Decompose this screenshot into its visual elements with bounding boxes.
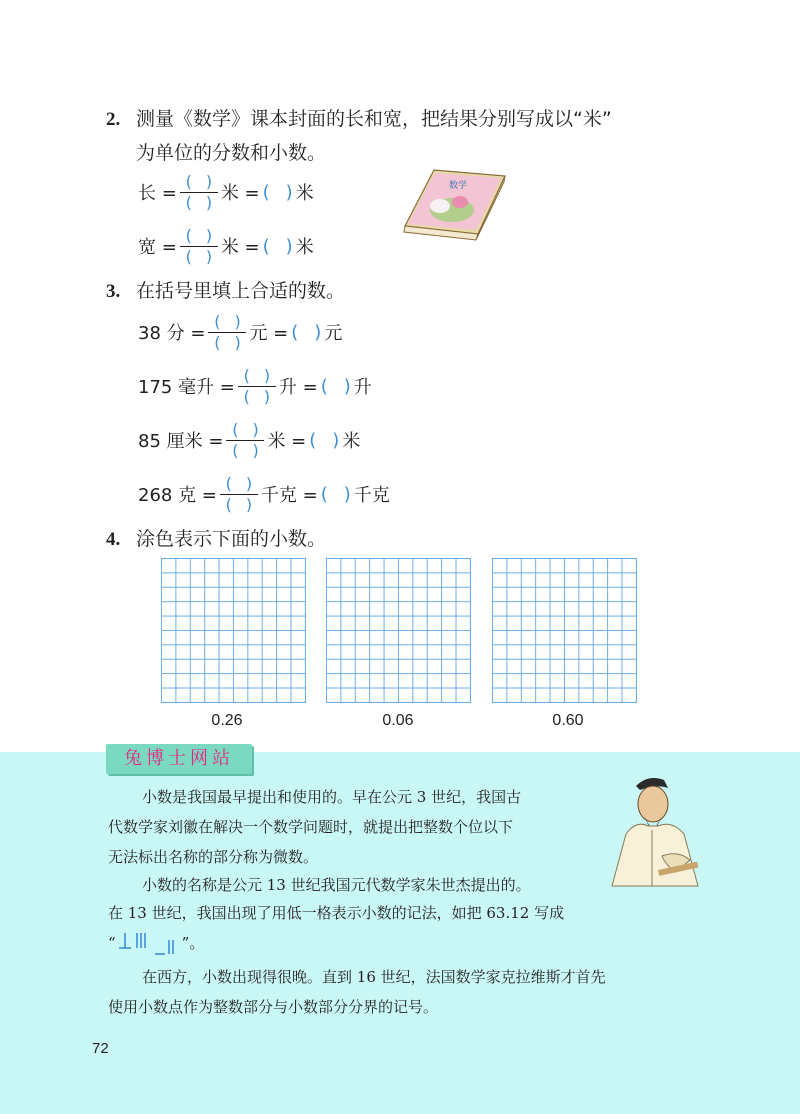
decimal-blank[interactable]: () <box>320 483 351 505</box>
decimal-blank[interactable]: () <box>262 181 293 203</box>
fraction-blank[interactable] <box>179 171 227 212</box>
paragraph-line: 在 13 世纪，我国出现了用低一格表示小数的记法，如把 63.12 写成 <box>108 904 565 922</box>
question-number: 2. <box>106 109 121 130</box>
q2-row-width <box>138 222 314 270</box>
fraction-blank[interactable]: $\frac{()}{()}$ <box>225 421 265 460</box>
hundred-grid[interactable] <box>161 558 306 703</box>
question-text: 涂色表示下面的小数。 <box>136 528 327 550</box>
page-number: 72 <box>92 1040 109 1057</box>
book-title: 数学 <box>448 181 468 191</box>
question-text: 在括号里填上合适的数。 <box>136 280 346 302</box>
unit-label: 米 <box>342 431 361 452</box>
unit-label: 千克 <box>353 485 390 506</box>
fraction-blank[interactable] <box>179 225 227 266</box>
unit-label: 元 <box>324 323 343 344</box>
decimal-blank[interactable]: () <box>320 375 351 397</box>
grid-label: 0.26 <box>211 712 243 729</box>
decimal-blank[interactable]: () <box>291 321 322 343</box>
unit-label: 米 = <box>267 431 307 452</box>
q3-row <box>138 362 372 410</box>
q2-row-length <box>138 168 314 216</box>
question-2 <box>106 106 612 133</box>
question-3 <box>106 278 345 305</box>
unit-label: 升 <box>353 377 372 398</box>
paragraph-line: 在西方，小数出现得很晚。直到 16 世纪，法国数学家克拉维斯才首先 <box>142 968 606 986</box>
q3-row <box>138 470 390 518</box>
math-textbook-image <box>400 166 510 242</box>
paragraph-line: 无法标出名称的部分称为微数。 <box>108 848 319 866</box>
question-number: 3. <box>106 281 121 302</box>
grid-label: 0.06 <box>382 712 414 729</box>
fraction-blank[interactable]: $\frac{()}{()}$ <box>207 313 247 352</box>
section-title: 兔博士网站 <box>124 748 234 769</box>
ancient-mathematician-portrait <box>606 774 702 890</box>
paragraph-line: 使用小数点作为整数部分与小数部分分界的记号。 <box>108 998 439 1016</box>
question-text: 为单位的分数和小数。 <box>136 142 327 164</box>
question-4 <box>106 526 326 553</box>
row-label: 268 克 = <box>138 485 217 506</box>
q3-row <box>138 416 360 464</box>
unit-label: 千克 = <box>260 485 318 506</box>
paragraph-line <box>108 928 204 958</box>
fraction-blank[interactable]: $\frac{()}{()}$ <box>219 475 259 514</box>
decimal-blank[interactable]: () <box>309 429 340 451</box>
hundred-grid[interactable] <box>326 558 471 703</box>
numerator-blank: () <box>185 225 227 245</box>
paragraph-line: 小数是我国最早提出和使用的。早在公元 3 世纪，我国古 <box>142 788 522 806</box>
row-label: 38 分 = <box>138 323 206 344</box>
grid-label: 0.60 <box>552 712 584 729</box>
row-label: 宽 = <box>138 237 177 258</box>
hundred-grid[interactable] <box>492 558 637 703</box>
denominator-blank: () <box>185 192 227 212</box>
row-label: 长 = <box>138 183 177 204</box>
question-text: 测量《数学》课本封面的长和宽，把结果分别写成以“米” <box>136 108 612 130</box>
row-label: 85 厘米 = <box>138 431 224 452</box>
unit-label: 米 = <box>220 183 260 204</box>
open-quote: “ <box>108 934 116 952</box>
rod-numeral-image <box>117 930 181 956</box>
q3-row <box>138 308 342 356</box>
question-2-line2 <box>136 140 326 166</box>
row-label: 175 毫升 = <box>138 377 235 398</box>
unit-label: 升 = <box>278 377 318 398</box>
unit-label: 元 = <box>249 323 289 344</box>
question-number: 4. <box>106 529 121 550</box>
unit-label: 米 <box>295 183 314 204</box>
numerator-blank: () <box>185 171 227 191</box>
unit-label: 米 <box>295 237 314 258</box>
paragraph-line: 代数学家刘徽在解决一个数学问题时，就提出把整数个位以下 <box>108 818 514 836</box>
fraction-blank[interactable]: $\frac{()}{()}$ <box>237 367 277 406</box>
unit-label: 米 = <box>220 237 260 258</box>
denominator-blank: () <box>185 246 227 266</box>
paragraph-line: 小数的名称是公元 13 世纪我国元代数学家朱世杰提出的。 <box>142 876 531 894</box>
close-quote: ”。 <box>181 934 205 952</box>
decimal-blank[interactable]: () <box>262 235 293 257</box>
section-badge <box>106 744 252 774</box>
